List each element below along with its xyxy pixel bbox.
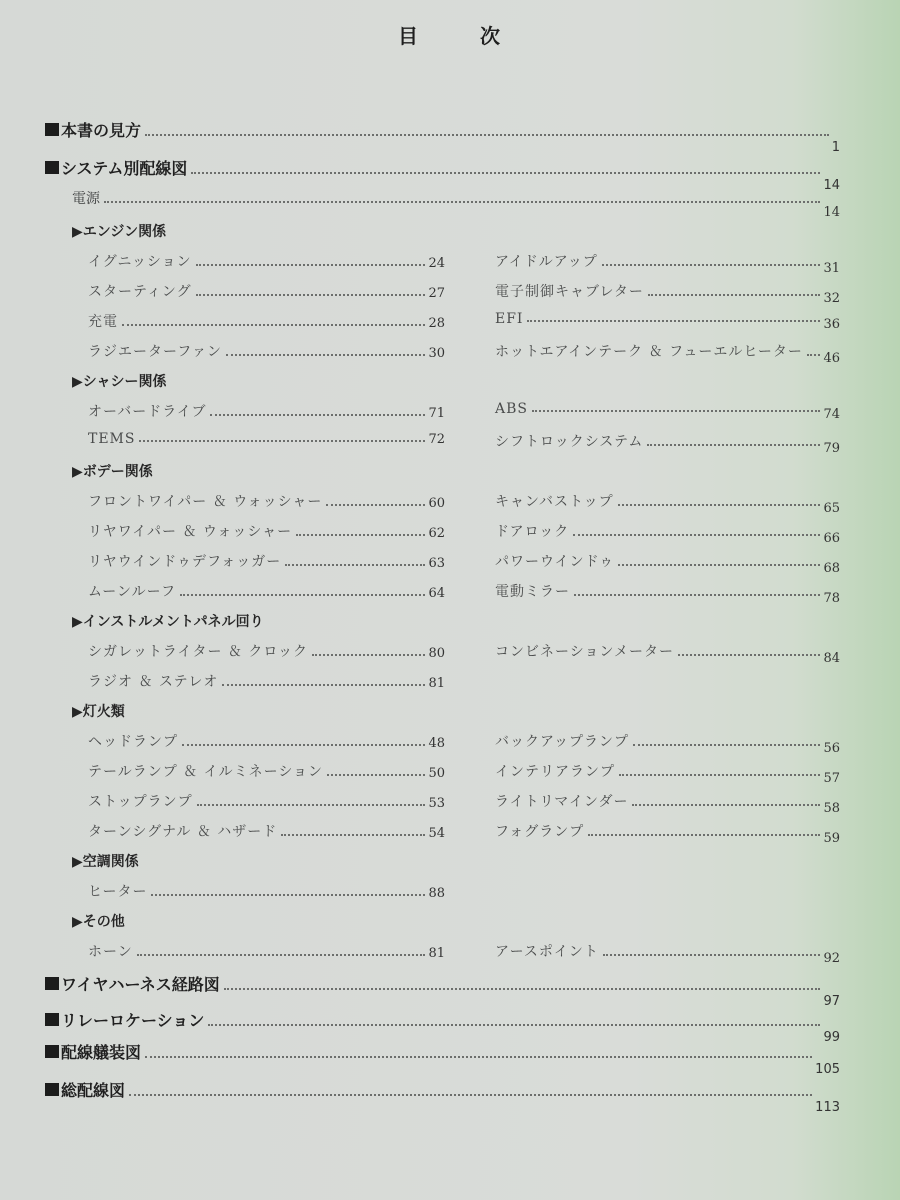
dot-leader xyxy=(618,564,820,566)
page-number: 113 xyxy=(815,1100,840,1115)
entry-label xyxy=(45,1040,141,1063)
toc-entry[interactable] xyxy=(495,431,840,456)
dot-leader xyxy=(588,834,820,836)
dot-leader xyxy=(602,264,821,266)
label-text: 総配線図 xyxy=(61,1081,126,1100)
toc-row xyxy=(0,755,900,785)
toc-row xyxy=(0,245,900,275)
entry-label: ターンシグナル ＆ ハザード xyxy=(88,824,278,840)
toc-entry-system[interactable] xyxy=(45,156,840,193)
group-heading-row xyxy=(0,455,900,485)
toc-entry-intro[interactable] xyxy=(45,118,840,155)
toc-entry-wiring-layout[interactable] xyxy=(45,1040,840,1077)
dot-leader xyxy=(191,172,820,174)
dot-leader xyxy=(137,954,426,956)
page-number: 27 xyxy=(428,286,445,301)
toc-entry-power[interactable] xyxy=(72,188,840,220)
page-number: 72 xyxy=(428,432,445,447)
toc-entry[interactable] xyxy=(88,491,445,511)
square-bullet-icon xyxy=(45,123,59,136)
entry-label: フロントワイパー ＆ ウォッシャー xyxy=(88,494,323,510)
page-number: 64 xyxy=(428,586,445,601)
dot-leader xyxy=(296,534,425,536)
toc-entry[interactable] xyxy=(495,401,840,422)
square-bullet-icon xyxy=(45,1045,59,1058)
square-bullet-icon xyxy=(45,1083,59,1096)
dot-leader xyxy=(619,774,820,776)
dot-leader xyxy=(145,1056,812,1058)
page-number: 97 xyxy=(823,994,840,1009)
group-heading-row xyxy=(0,905,900,935)
page-number: 92 xyxy=(823,951,840,966)
toc-entry[interactable] xyxy=(495,521,840,546)
toc-entry-overall-wiring[interactable] xyxy=(45,1078,840,1115)
dot-leader xyxy=(532,410,820,412)
group-heading: ▶シャシー関係 xyxy=(72,374,167,390)
dot-leader xyxy=(527,320,820,322)
group-heading-row xyxy=(0,365,900,395)
dot-leader xyxy=(151,894,425,896)
group-heading-row xyxy=(0,215,900,245)
group-heading: ▶灯火類 xyxy=(72,704,125,720)
toc-entry[interactable] xyxy=(495,641,840,666)
entry-label: フォグランプ xyxy=(495,824,585,840)
page-title xyxy=(0,20,900,49)
toc-entry[interactable] xyxy=(88,671,445,691)
page-number: 57 xyxy=(823,771,840,786)
entry-label: 電動ミラー xyxy=(495,584,570,600)
toc-entry[interactable] xyxy=(88,641,445,661)
page-number: 60 xyxy=(428,496,445,511)
toc-entry[interactable] xyxy=(88,581,445,601)
page-number: 81 xyxy=(428,946,445,961)
page-number: 81 xyxy=(428,676,445,691)
toc-row xyxy=(0,335,900,365)
entry-label: ライトリマインダー xyxy=(495,794,629,810)
dot-leader xyxy=(104,201,820,203)
toc-row xyxy=(0,815,900,845)
toc-row xyxy=(0,305,900,335)
entry-label: ドアロック xyxy=(495,524,570,540)
toc-row xyxy=(0,275,900,305)
entry-label: キャンバストップ xyxy=(495,494,614,510)
toc-entry[interactable] xyxy=(88,311,445,331)
toc-row xyxy=(0,425,900,455)
dot-leader xyxy=(208,1024,820,1026)
dot-leader xyxy=(224,988,821,990)
toc-entry[interactable] xyxy=(495,791,840,816)
toc-row xyxy=(0,725,900,755)
entry-label: ラジエーターファン xyxy=(88,344,223,360)
toc-row xyxy=(0,935,900,965)
entry-label: 電源 xyxy=(72,191,100,207)
entry-label: ストップランプ xyxy=(88,794,193,810)
square-bullet-icon xyxy=(45,977,59,990)
page-number: 30 xyxy=(428,346,445,361)
toc-groups xyxy=(0,215,900,965)
group-heading: ▶エンジン関係 xyxy=(72,224,167,240)
entry-label: シガレットライター ＆ クロック xyxy=(88,644,309,660)
page-number: 48 xyxy=(428,736,445,751)
entry-label xyxy=(45,156,187,179)
toc-entry[interactable] xyxy=(88,761,445,781)
toc-entry[interactable] xyxy=(495,491,840,516)
page-number: 50 xyxy=(428,766,445,781)
toc-entry[interactable] xyxy=(88,251,445,271)
toc-entry[interactable] xyxy=(495,731,840,756)
dot-leader xyxy=(145,134,829,136)
dot-leader xyxy=(139,440,425,442)
page-number: 65 xyxy=(823,501,840,516)
page-number: 32 xyxy=(823,291,840,306)
toc-entry[interactable] xyxy=(88,551,445,571)
dot-leader xyxy=(226,354,425,356)
entry-label: バックアップランプ xyxy=(495,734,630,750)
dot-leader xyxy=(574,594,820,596)
page-number: 59 xyxy=(823,831,840,846)
toc-entry[interactable] xyxy=(88,881,445,901)
entry-label: ムーンルーフ xyxy=(88,584,176,600)
toc-entry[interactable] xyxy=(495,251,840,276)
page-number: 56 xyxy=(823,741,840,756)
dot-leader xyxy=(196,294,426,296)
page-number: 14 xyxy=(823,178,840,193)
entry-label xyxy=(45,1008,204,1031)
toc-row xyxy=(0,515,900,545)
page-number: 36 xyxy=(823,317,840,332)
entry-label: スターティング xyxy=(88,284,192,300)
entry-label: リヤワイパー ＆ ウォッシャー xyxy=(88,524,293,540)
page-number: 66 xyxy=(823,531,840,546)
page-number: 105 xyxy=(815,1062,840,1077)
group-heading: ▶インストルメントパネル回り xyxy=(72,614,264,630)
page-number: 99 xyxy=(823,1030,840,1045)
label-text: システム別配線図 xyxy=(61,159,188,178)
dot-leader xyxy=(647,444,820,446)
toc-entry[interactable] xyxy=(495,341,840,366)
page-number: 54 xyxy=(428,826,445,841)
entry-label xyxy=(45,1078,125,1101)
entry-label: インテリアランプ xyxy=(495,764,615,780)
entry-label: ABS xyxy=(495,401,528,417)
toc-entry[interactable] xyxy=(88,431,445,447)
toc-entry[interactable] xyxy=(495,581,840,606)
entry-label: ヒーター xyxy=(88,884,148,900)
toc-entry[interactable] xyxy=(495,821,840,846)
square-bullet-icon xyxy=(45,1013,59,1026)
toc-entry[interactable] xyxy=(495,551,840,576)
dot-leader xyxy=(180,594,425,596)
dot-leader xyxy=(648,294,821,296)
dot-leader xyxy=(326,504,425,506)
toc-entry[interactable] xyxy=(88,731,445,751)
toc-row xyxy=(0,575,900,605)
page-number: 62 xyxy=(428,526,445,541)
dot-leader xyxy=(182,744,425,746)
dot-leader xyxy=(196,264,426,266)
dot-leader xyxy=(129,1094,812,1096)
group-heading: ▶ボデー関係 xyxy=(72,464,153,480)
toc-entry[interactable] xyxy=(495,941,840,966)
toc-entry[interactable] xyxy=(495,761,840,786)
page-number: 31 xyxy=(823,261,840,276)
dot-leader xyxy=(122,324,425,326)
entry-label: テールランプ ＆ イルミネーション xyxy=(88,764,324,780)
label-text: 配線艤装図 xyxy=(61,1043,142,1062)
page-number: 58 xyxy=(823,801,840,816)
page-number: 46 xyxy=(823,351,840,366)
entry-label: EFI xyxy=(495,311,524,327)
group-heading: ▶その他 xyxy=(72,914,125,930)
page-number: 84 xyxy=(823,651,840,666)
page-number: 78 xyxy=(823,591,840,606)
title-char: 次 xyxy=(480,24,502,48)
entry-label: ホーン xyxy=(88,944,133,960)
toc-entry[interactable] xyxy=(495,311,840,332)
label-text: 本書の見方 xyxy=(61,121,142,140)
group-heading-row xyxy=(0,605,900,635)
group-heading: ▶空調関係 xyxy=(72,854,139,870)
toc-row xyxy=(0,635,900,665)
toc-entry[interactable] xyxy=(88,341,445,361)
entry-label: コンビネーションメーター xyxy=(495,644,675,660)
toc-entry[interactable] xyxy=(88,281,445,301)
toc-entry[interactable] xyxy=(88,521,445,541)
page-number: 80 xyxy=(428,646,445,661)
toc-row xyxy=(0,785,900,815)
entry-label: オーバードライブ xyxy=(88,404,207,420)
entry-label: イグニッション xyxy=(88,254,192,270)
entry-label: ホットエアインテーク ＆ フューエルヒーター xyxy=(495,344,803,360)
dot-leader xyxy=(197,804,426,806)
dot-leader xyxy=(210,414,425,416)
page-number: 63 xyxy=(428,556,445,571)
toc-entry[interactable] xyxy=(88,401,445,421)
page-number: 24 xyxy=(428,256,445,271)
dot-leader xyxy=(632,804,820,806)
toc-entry[interactable] xyxy=(88,821,445,841)
toc-entry[interactable] xyxy=(88,791,445,811)
toc-row xyxy=(0,665,900,695)
dot-leader xyxy=(678,654,820,656)
entry-label: アースポイント xyxy=(495,944,599,960)
dot-leader xyxy=(222,684,425,686)
toc-entry-wire-harness[interactable] xyxy=(45,972,840,1009)
dot-leader xyxy=(285,564,425,566)
group-heading-row xyxy=(0,695,900,725)
entry-label: リヤウインドゥデフォッガー xyxy=(88,554,282,570)
entry-label: TEMS xyxy=(88,431,136,447)
group-heading-row xyxy=(0,845,900,875)
dot-leader xyxy=(618,504,821,506)
page-number: 88 xyxy=(428,886,445,901)
dot-leader xyxy=(603,954,821,956)
label-text: リレーロケーション xyxy=(61,1011,205,1030)
toc-row xyxy=(0,545,900,575)
dot-leader xyxy=(281,834,425,836)
toc-row xyxy=(0,485,900,515)
label-text: ワイヤハーネス経路図 xyxy=(61,975,220,994)
dot-leader xyxy=(573,534,820,536)
toc-entry-relay-location[interactable] xyxy=(45,1008,840,1045)
entry-label: シフトロックシステム xyxy=(495,434,644,450)
entry-label: 充電 xyxy=(88,314,118,330)
dot-leader xyxy=(312,654,425,656)
dot-leader xyxy=(327,774,425,776)
title-char: 目 xyxy=(398,24,420,48)
entry-label: パワーウインドゥ xyxy=(495,554,615,570)
toc-entry[interactable] xyxy=(88,941,445,961)
entry-label: ラジオ ＆ ステレオ xyxy=(88,674,219,690)
page-number: 68 xyxy=(823,561,840,576)
toc-row xyxy=(0,875,900,905)
page-number: 14 xyxy=(823,205,840,220)
entry-label: 電子制御キャブレター xyxy=(495,284,644,300)
toc-entry[interactable] xyxy=(495,281,840,306)
toc-row xyxy=(0,395,900,425)
entry-label xyxy=(45,972,220,995)
dot-leader xyxy=(633,744,820,746)
page-number: 28 xyxy=(428,316,445,331)
dot-leader xyxy=(807,354,821,356)
page-number: 53 xyxy=(428,796,445,811)
entry-label: アイドルアップ xyxy=(495,254,598,270)
entry-label: ヘッドランプ xyxy=(88,734,178,750)
page-number: 71 xyxy=(428,406,445,421)
page-number: 79 xyxy=(823,441,840,456)
page-number: 1 xyxy=(831,140,840,155)
square-bullet-icon xyxy=(45,161,59,174)
page-number: 74 xyxy=(823,407,840,422)
entry-label xyxy=(45,118,141,141)
